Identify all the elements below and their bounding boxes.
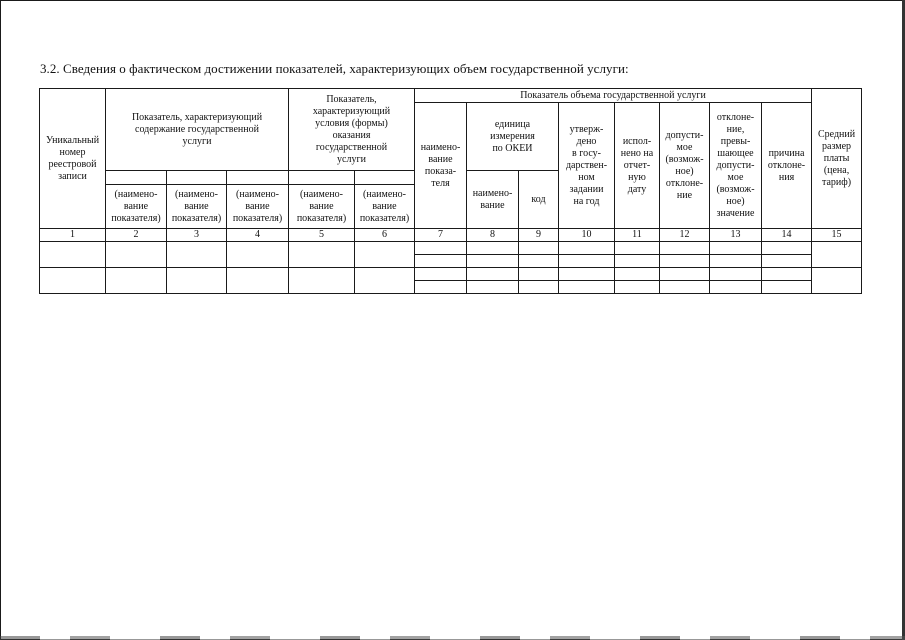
data-cell — [660, 242, 710, 255]
header-allowed-deviation: допусти- мое (возмож- ное) отклоне- ние — [660, 103, 710, 229]
data-cell — [519, 242, 559, 255]
data-cell — [615, 281, 660, 294]
column-number: 8 — [467, 229, 519, 242]
column-number: 5 — [289, 229, 355, 242]
header-indicator-name: наимено- вание показа- теля — [415, 103, 467, 229]
header-blank — [355, 171, 415, 185]
column-number: 7 — [415, 229, 467, 242]
data-cell — [415, 242, 467, 255]
data-cell — [762, 268, 812, 281]
column-number: 10 — [559, 229, 615, 242]
header-unit-okei: единица измерения по ОКЕИ — [467, 103, 559, 171]
header-unique-number: Уникальный номер реестровой записи — [40, 89, 106, 229]
header-blank — [106, 171, 167, 185]
column-number: 12 — [660, 229, 710, 242]
data-cell — [615, 255, 660, 268]
header-reason: причина отклоне- ния — [762, 103, 812, 229]
data-cell — [762, 255, 812, 268]
header-sub-name: (наимено- вание показателя) — [167, 185, 227, 229]
data-cell — [40, 242, 106, 268]
column-number: 3 — [167, 229, 227, 242]
header-exceeding-deviation: отклоне- ние, превы- шающее допусти- мое (возмож- ное) значение — [710, 103, 762, 229]
header-avg-fee: Средний размер платы (цена, тариф) — [812, 89, 862, 229]
header-conditions-indicator: Показатель, характеризующий условия (формы) оказания государственной услуги — [289, 89, 415, 171]
data-cell — [167, 242, 227, 268]
header-sub-name: (наимено- вание показателя) — [289, 185, 355, 229]
data-cell — [762, 242, 812, 255]
column-number: 13 — [710, 229, 762, 242]
data-cell — [467, 242, 519, 255]
data-cell — [40, 268, 106, 294]
header-sub-name: (наимено- вание показателя) — [355, 185, 415, 229]
data-cell — [355, 242, 415, 268]
header-volume-indicator: Показатель объема государственной услуги — [415, 89, 812, 103]
data-cell — [415, 268, 467, 281]
header-unit-name: наимено- вание — [467, 171, 519, 229]
data-cell — [559, 242, 615, 255]
data-cell — [559, 268, 615, 281]
header-executed: испол- нено на отчет- ную дату — [615, 103, 660, 229]
header-unit-code: код — [519, 171, 559, 229]
data-cell — [710, 268, 762, 281]
data-cell — [519, 281, 559, 294]
data-cell — [467, 255, 519, 268]
column-number: 15 — [812, 229, 862, 242]
header-approved: утверж- дено в госу- дарствен- ном задании на год — [559, 103, 615, 229]
data-cell — [289, 242, 355, 268]
column-number: 2 — [106, 229, 167, 242]
data-cell — [467, 268, 519, 281]
data-cell — [519, 255, 559, 268]
data-cell — [415, 255, 467, 268]
data-cell — [467, 281, 519, 294]
data-cell — [415, 281, 467, 294]
data-cell — [710, 255, 762, 268]
column-number: 4 — [227, 229, 289, 242]
section-title: 3.2. Сведения о фактическом достижении показателей, характеризующих объем государственной услуги: — [40, 61, 629, 76]
column-number: 11 — [615, 229, 660, 242]
column-number: 14 — [762, 229, 812, 242]
data-cell — [559, 255, 615, 268]
table-row — [40, 242, 862, 255]
header-sub-name: (наимено- вание показателя) — [227, 185, 289, 229]
header-content-indicator: Показатель, характеризующий содержание государственной услуги — [106, 89, 289, 171]
data-cell — [227, 268, 289, 294]
data-cell — [227, 242, 289, 268]
scan-artifact-bottom — [0, 636, 905, 640]
header-sub-name: (наимено- вание показателя) — [106, 185, 167, 229]
data-cell — [812, 242, 862, 268]
data-cell — [167, 268, 227, 294]
header-blank — [289, 171, 355, 185]
data-cell — [106, 242, 167, 268]
column-number: 1 — [40, 229, 106, 242]
volume-indicators-table — [39, 88, 862, 294]
data-cell — [710, 281, 762, 294]
data-cell — [289, 268, 355, 294]
header-blank — [227, 171, 289, 185]
data-cell — [812, 268, 862, 294]
data-cell — [559, 281, 615, 294]
data-cell — [660, 281, 710, 294]
header-blank — [167, 171, 227, 185]
data-cell — [710, 242, 762, 255]
table-row — [40, 268, 862, 281]
column-number: 6 — [355, 229, 415, 242]
data-cell — [615, 242, 660, 255]
data-cell — [762, 281, 812, 294]
data-cell — [660, 268, 710, 281]
data-cell — [615, 268, 660, 281]
data-cell — [660, 255, 710, 268]
column-number: 9 — [519, 229, 559, 242]
data-cell — [106, 268, 167, 294]
data-cell — [355, 268, 415, 294]
data-cell — [519, 268, 559, 281]
